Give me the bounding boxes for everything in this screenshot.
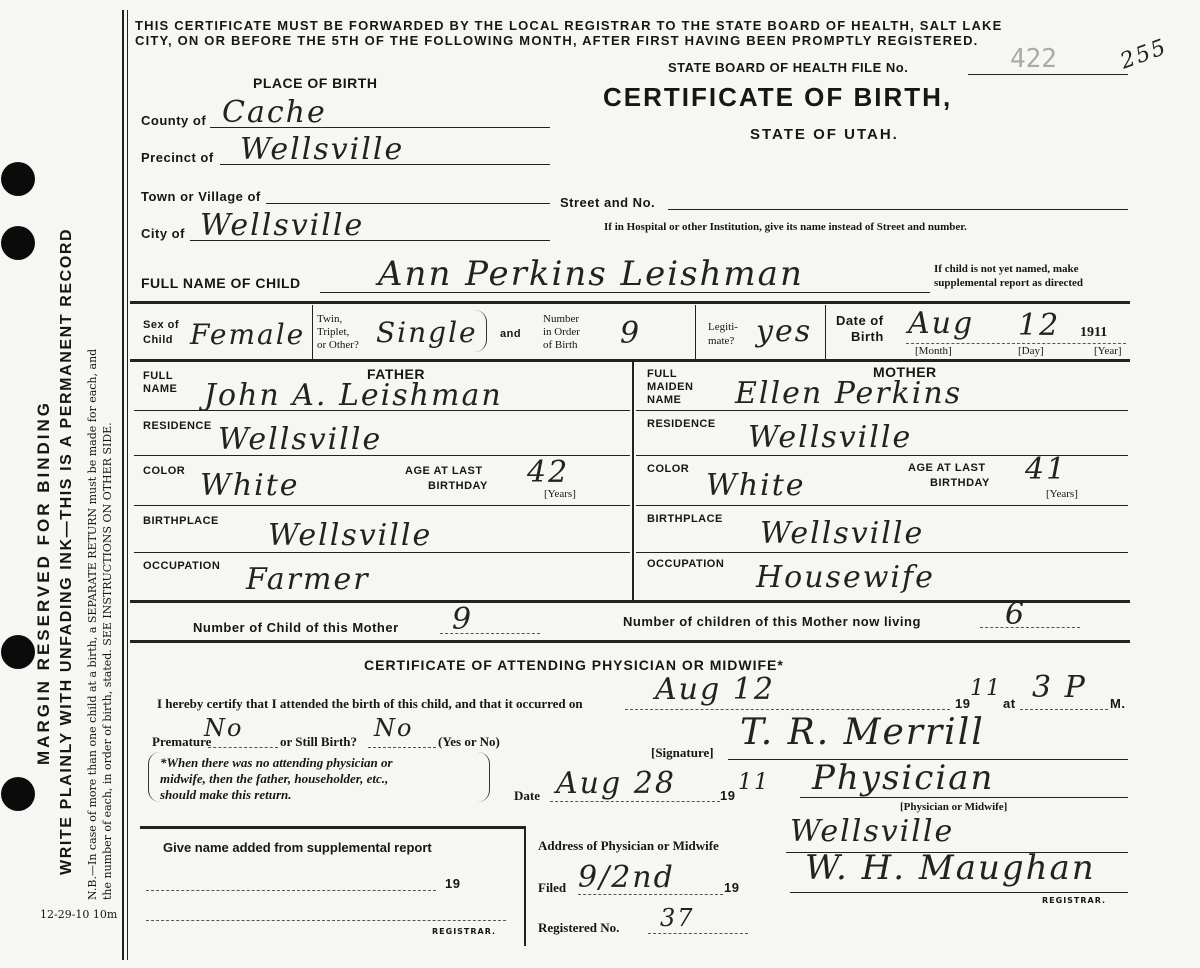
margin-binding-text: MARGIN RESERVED FOR BINDING	[34, 400, 53, 765]
certify-year: 11	[970, 676, 1002, 701]
father-row-line	[134, 505, 630, 506]
sign-date-label: Date	[514, 788, 540, 803]
registered-line	[648, 933, 748, 934]
town-label: Town or Village of	[141, 189, 261, 204]
stillbirth-label: or Still Birth?	[280, 734, 358, 749]
mother-heading: MOTHER	[873, 364, 937, 380]
supplemental-label: Give name added from supplemental report	[163, 840, 432, 855]
parents-divider	[632, 361, 634, 601]
unnamed-note-2: supplemental report as directed	[934, 277, 1083, 289]
binding-hole	[1, 777, 35, 811]
mother-birthplace-label: BIRTHPLACE	[647, 513, 723, 525]
dob-line	[906, 343, 1126, 344]
dob-year: 1911	[1080, 325, 1108, 340]
county-value: Cache	[222, 95, 327, 130]
form-code: 12-29-10 10m	[40, 908, 118, 921]
twin-label-2: Triplet,	[317, 326, 350, 338]
legit-value: yes	[756, 314, 813, 349]
twin-value: Single	[376, 316, 478, 349]
sex-value: Female	[190, 318, 306, 351]
mother-row-line	[636, 505, 1128, 506]
town-line	[266, 203, 550, 204]
hospital-note: If in Hospital or other Institution, give its name instead of Street and number.	[604, 221, 967, 233]
twin-label-3: or Other?	[317, 339, 359, 351]
registered-label: Registered No.	[538, 920, 620, 935]
dob-day: 12	[1018, 308, 1061, 343]
mother-residence-label: RESIDENCE	[647, 418, 716, 430]
living-line	[980, 627, 1080, 628]
legit-label-2: mate?	[708, 335, 735, 347]
binding-hole	[1, 635, 35, 669]
dob-label-1: Date of	[836, 313, 884, 328]
section-divider	[140, 826, 525, 829]
mother-color-value: White	[706, 468, 806, 503]
father-residence-value: Wellsville	[218, 422, 383, 457]
day-label: [Day]	[1018, 345, 1044, 357]
mother-occupation-label: OCCUPATION	[647, 558, 725, 570]
binding-hole	[1, 226, 35, 260]
margin-rule	[122, 10, 124, 960]
father-row-line	[134, 410, 630, 411]
mother-row-line	[636, 410, 1128, 411]
street-label: Street and No.	[560, 195, 656, 210]
supplemental-registrar-label: REGISTRAR.	[432, 927, 497, 936]
mother-occupation-value: Housewife	[756, 560, 935, 595]
and-label: and	[500, 328, 522, 340]
father-name-label-2: NAME	[143, 383, 178, 395]
row-divider	[695, 305, 696, 360]
physician-note-3: should make this return.	[160, 787, 292, 802]
supplemental-year-prefix: 19	[445, 876, 461, 891]
section-divider	[130, 600, 1130, 603]
certify-year-prefix: 19	[955, 696, 971, 711]
sign-year-value: 11	[738, 770, 770, 795]
father-name-label-1: FULL	[143, 370, 174, 382]
living-value: 6	[1005, 597, 1027, 632]
address-label: Address of Physician or Midwife	[538, 838, 719, 853]
certify-date-line	[625, 709, 950, 710]
father-row-line	[134, 552, 630, 553]
section-divider	[130, 359, 1130, 362]
father-occupation-label: OCCUPATION	[143, 560, 221, 572]
father-age-label-2: BIRTHDAY	[428, 480, 488, 492]
time-line	[1020, 709, 1108, 710]
signature-label: [Signature]	[651, 745, 714, 760]
mother-residence-value: Wellsville	[748, 420, 913, 455]
mother-age-value: 41	[1025, 452, 1068, 487]
child-number-label: Number of Child of this Mother	[193, 620, 399, 635]
mother-name-label-1: FULL	[647, 368, 678, 380]
father-birthplace-label: BIRTHPLACE	[143, 515, 219, 527]
physician-note-1: *When there was no attending physician or	[160, 755, 393, 770]
address-value: Wellsville	[790, 814, 955, 849]
living-label: Number of children of this Mother now living	[623, 614, 921, 629]
stillbirth-line	[368, 747, 436, 748]
sign-date-line	[550, 801, 720, 802]
yes-no-label: (Yes or No)	[438, 734, 500, 749]
binding-hole	[1, 162, 35, 196]
at-label: at	[1003, 696, 1016, 711]
father-birthplace-value: Wellsville	[268, 518, 433, 553]
m-label: M.	[1110, 696, 1126, 711]
supplemental-box-edge	[524, 826, 526, 946]
order-label-2: in Order	[543, 326, 580, 338]
margin-ink-text: WRITE PLAINLY WITH UNFADING INK—THIS IS A PERMANENT RECORD	[58, 227, 75, 875]
unnamed-note-1: If child is not yet named, make	[934, 263, 1079, 275]
mother-name-value: Ellen Perkins	[735, 376, 963, 411]
mother-age-label-1: AGE AT LAST	[908, 462, 986, 474]
mother-years-label: [Years]	[1046, 488, 1078, 500]
mother-row-line	[636, 552, 1128, 553]
supplemental-line	[146, 890, 436, 891]
legit-label-1: Legiti-	[708, 321, 738, 333]
premature-value: No	[204, 714, 244, 742]
physician-heading: CERTIFICATE OF ATTENDING PHYSICIAN OR MIDWIFE*	[364, 657, 784, 673]
city-value: Wellsville	[200, 208, 365, 243]
physician-title-label: [Physician or Midwife]	[900, 801, 1008, 813]
stillbirth-value: No	[374, 714, 414, 742]
forward-notice-line-1: THIS CERTIFICATE MUST BE FORWARDED BY THE LOCAL REGISTRAR TO THE STATE BOARD OF HEALTH, SALT LAKE	[135, 18, 1003, 33]
physician-title-value: Physician	[812, 758, 995, 798]
mother-age-label-2: BIRTHDAY	[930, 477, 990, 489]
filed-value: 9/2nd	[578, 860, 675, 895]
street-line	[668, 209, 1128, 210]
father-years-label: [Years]	[544, 488, 576, 500]
order-label-3: of Birth	[543, 339, 578, 351]
registrar-signature: W. H. Maughan	[805, 848, 1096, 888]
sign-year-prefix: 19	[720, 788, 736, 803]
precinct-label: Precinct of	[141, 150, 214, 165]
premature-line	[208, 747, 278, 748]
order-value: 9	[620, 316, 642, 351]
father-age-label-1: AGE AT LAST	[405, 465, 483, 477]
sex-label-1: Sex of	[143, 319, 180, 331]
child-name-value: Ann Perkins Leishman	[378, 254, 804, 294]
dob-month: Aug	[908, 306, 975, 341]
sex-label-2: Child	[143, 334, 173, 346]
mother-color-label: COLOR	[647, 463, 690, 475]
row-divider	[312, 305, 313, 360]
mother-name-label-2: MAIDEN	[647, 381, 694, 393]
row-divider	[825, 305, 826, 360]
father-age-value: 42	[527, 455, 570, 490]
child-name-label: FULL NAME OF CHILD	[141, 275, 301, 291]
child-number-value: 9	[452, 602, 474, 637]
twin-bracket	[370, 310, 487, 352]
file-no-label: STATE BOARD OF HEALTH FILE No.	[668, 60, 909, 75]
place-of-birth-heading: PLACE OF BIRTH	[253, 75, 378, 91]
certify-date: Aug 12	[655, 672, 775, 707]
premature-label: Premature	[152, 734, 212, 749]
section-divider	[130, 640, 1130, 643]
registrar-sign-line	[790, 892, 1128, 893]
state-title: STATE OF UTAH.	[750, 126, 899, 143]
margin-rule	[127, 10, 128, 960]
filed-label: Filed	[538, 880, 567, 895]
month-label: [Month]	[915, 345, 952, 357]
dob-label-2: Birth	[851, 329, 884, 344]
county-label: County of	[141, 113, 207, 128]
father-name-value: John A. Leishman	[204, 378, 503, 413]
registered-value: 37	[660, 904, 695, 932]
physician-note-2: midwife, then the father, householder, etc.,	[160, 771, 389, 786]
margin-note-2: the number of each, in order of birth, stated. SEE INSTRUCTIONS ON OTHER SIDE.	[101, 422, 114, 900]
twin-label-1: Twin,	[317, 313, 343, 325]
father-heading: FATHER	[367, 366, 425, 382]
filed-year-prefix: 19	[724, 880, 740, 895]
supplemental-registrar-line	[146, 920, 506, 921]
mother-birthplace-value: Wellsville	[760, 516, 925, 551]
forward-notice-line-2: CITY, ON OR BEFORE THE 5TH OF THE FOLLOWING MONTH, AFTER FIRST HAVING BEEN PROMPTLY REGISTERED.	[135, 33, 979, 48]
city-label: City of	[141, 226, 185, 241]
mother-name-label-3: NAME	[647, 394, 682, 406]
filing-registrar-label: REGISTRAR.	[1042, 896, 1107, 905]
father-occupation-value: Farmer	[246, 562, 370, 597]
order-label-1: Number	[543, 313, 580, 325]
signature-value: T. R. Merrill	[740, 712, 985, 753]
sign-date-value: Aug 28	[556, 766, 676, 801]
file-no-value: 422	[1010, 44, 1057, 74]
father-residence-label: RESIDENCE	[143, 420, 212, 432]
certify-time: 3 P	[1032, 670, 1087, 705]
father-color-value: White	[200, 468, 300, 503]
precinct-value: Wellsville	[240, 132, 405, 167]
year-label: [Year]	[1094, 345, 1122, 357]
section-divider	[130, 301, 1130, 304]
certificate-title: CERTIFICATE OF BIRTH,	[603, 82, 953, 112]
margin-note-1: N.B.—In case of more than one child at a birth, a SEPARATE RETURN must be made for each, and	[86, 348, 99, 900]
file-no-line	[968, 74, 1128, 75]
father-color-label: COLOR	[143, 465, 186, 477]
corner-note: 255	[1117, 34, 1171, 75]
certify-text: I hereby certify that I attended the birth of this child, and that it occurred on	[157, 696, 583, 711]
